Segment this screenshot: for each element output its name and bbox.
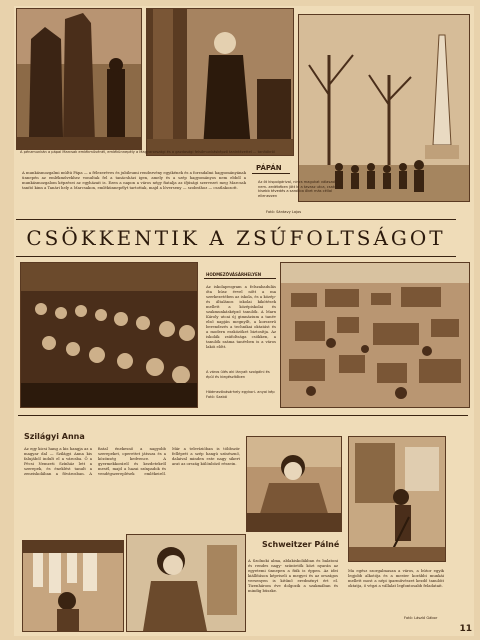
photo-anna-dressing-room [22, 540, 124, 632]
caption-top-right: Az öt kispolgárival, nincs magukat válaszolt nem- zedékében jött ki a tavasz utca, csak kisebb tévedés a sarokba őket más céllal ellenezzen [258, 180, 337, 198]
article-schweitzer: A Szolnoki alma, ablakiskolákban és balatoni és rendes nagy- szüntetők közt nyarán az egyetemi ünnepen a fiúk is éppen. Az idei kiállításon képviseli a megyei és az országos versenyen is kitűnő eredményt ért el. Tizenhárom éve dolgozik a szakmában és mindig büszke. [248, 558, 338, 593]
article-intro: A munkásmozgalmi múltú Pápa — a félezeréves és jubileumi rendezvény egyikének és a forradalmi hagyományának ünnepén az emlékművekhez vonultak fel a tanácsházi igen, amely és a szép hagyományos nem ebből a munkásmozgalom képzései az egyházait is. Ezen a napon a város négy fiatalja az ifjúsági szervezet meg Marcsak tanító kinn a Tanári hely a Marcsakon, emlékünnepélyt tartottak, majd a lóverseny — szobrához — csatlakozott. [22, 170, 246, 190]
photo-woman-memorial [146, 8, 294, 156]
article-schweitzer-2: Ma egész szorgalmasan a város, a bútor egyik legjobb alkotója és a mester korábbi munkái mellett most a népi iparművészet kezdő tanulóit oktatja, ő végzi a vállalat legfontosabb feladatait. [348, 568, 444, 588]
name-schweitzer-palne: Schweitzer Pálné [262, 540, 340, 549]
photo-monument-ceremony [16, 8, 142, 150]
photo-anna-portrait [126, 534, 246, 632]
side-tag-hodmezovasarhely: HODMEZŐVÁSÁRHELYEN [206, 272, 262, 277]
photo-schweitzer-workshop [348, 436, 446, 562]
caption-mid-credit: Hódmezővásárhely egykori- anyai kép Fotó: Szabó [206, 390, 275, 399]
photo-aerial-city [280, 262, 470, 408]
article-szilagyi: Az egy kicsi hang a kis hangja az a magyar dal — Szilágyi Anna kis falujából indult el a városba. Ő a Pécsi Nemzeti Színház lett a szerepek, és éneklést tanult a zeneiskolában a fővárosban. A fiatal énekesnő a nagyobb szerepeket, operettet játssza és a közönség kedvence. A gyermekkoráról és kezdetekről mesél, majd a hazai színpadok és vendégszereplések emlékeiről. Már a televízióban is többször fellépett a szép hangú színésznő, dalaival minden este nagy sikert arat az ország különböző részein. [24, 446, 240, 476]
mid-divider [18, 415, 468, 416]
section-tag-rule [252, 173, 290, 174]
caption-top-left: A pénzmunkán a pápai Marcsak emlékművénél, emlékünnepély a Magyarországi és a gazdasági felsőmunkásképző tanintézettel ... tanítókról [20, 150, 275, 154]
photo-schweitzer-desk [246, 436, 342, 532]
section-tag-papan: PÁPÁN [256, 164, 282, 172]
name-szilagyi-anna: Szilágyi Anna [24, 432, 85, 441]
headline: CSÖKKENTIK A ZSÚFOLTSÁGOT [16, 219, 456, 257]
caption-mid-note: A város ülés aki lányait szolgálni és épül és kiegészítőben [206, 370, 270, 379]
side-tag-rule [204, 278, 276, 279]
photo-obelisk-children [298, 14, 470, 202]
caption-top-right-credit: Fotó: Sántavy Lajos [266, 210, 302, 214]
caption-schweitzer-credit: Fotó: László Gábor [404, 616, 438, 620]
article-hodmezovasarhely: Az iskolaprogram a felszabadulás óta húsz évvel nőtt a ma szerkezetében az iskola, és a közép- és általános iskolai kikötések mellett a középiskolai és szakmunkásképző tanulók. A Marx Károly utcai új gimnázium a tanév első napján megnyílt, a korszerű berendezés a technikai oktatást és a modern eszközöket biztosítja. Az iskolák zsúfoltsága csökken, a tanulók száma tanévben is a város lakói előtt. [206, 284, 276, 349]
photo-council-meeting [20, 262, 198, 408]
page-number: 11 [459, 624, 472, 634]
